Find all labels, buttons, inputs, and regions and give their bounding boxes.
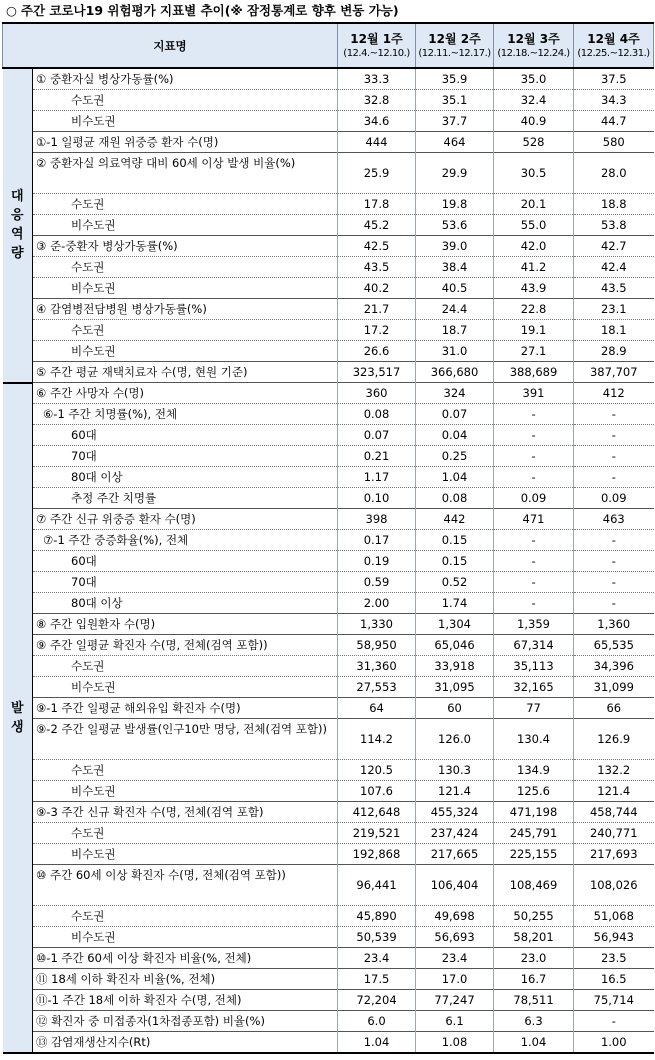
value-cell-week-4: 65,535 — [574, 635, 654, 656]
table-row — [3, 194, 654, 215]
value-cell-week-1: 43.5 — [338, 257, 416, 278]
value-cell-week-1: 58,950 — [338, 635, 416, 656]
indicator-label: 80대 이상 — [33, 593, 338, 614]
indicator-label: 비수도권 — [33, 927, 338, 948]
value-cell-week-1: 25.9 — [338, 153, 416, 194]
value-cell-week-3: 388,689 — [494, 362, 574, 383]
table-row — [3, 278, 654, 299]
value-cell-week-2: 0.15 — [416, 551, 494, 572]
value-cell-week-4: 28.0 — [574, 153, 654, 194]
table-row — [3, 362, 654, 383]
value-cell-week-2: 19.8 — [416, 194, 494, 215]
value-cell-week-1: 398 — [338, 509, 416, 530]
indicator-label: 수도권 — [33, 90, 338, 111]
value-cell-week-3: 471 — [494, 509, 574, 530]
table-row — [3, 990, 654, 1011]
value-cell-week-4: - — [574, 467, 654, 488]
value-cell-week-4: 42.7 — [574, 236, 654, 257]
value-cell-week-3: 35.0 — [494, 68, 574, 90]
value-cell-week-4: - — [574, 530, 654, 551]
value-cell-week-3: 0.09 — [494, 488, 574, 509]
indicator-label: 수도권 — [33, 656, 338, 677]
value-cell-week-2: 38.4 — [416, 257, 494, 278]
category-occurrence: 발 생 — [3, 383, 33, 1054]
value-cell-week-2: 126.0 — [416, 719, 494, 760]
value-cell-week-4: 34.3 — [574, 90, 654, 111]
value-cell-week-3: - — [494, 446, 574, 467]
value-cell-week-1: 219,521 — [338, 823, 416, 844]
value-cell-week-1: 42.5 — [338, 236, 416, 257]
table-header-row — [3, 23, 654, 68]
value-cell-week-4: - — [574, 572, 654, 593]
value-cell-week-4: - — [574, 404, 654, 425]
table-row — [3, 153, 654, 194]
value-cell-week-1: 0.08 — [338, 404, 416, 425]
value-cell-week-3: 16.7 — [494, 969, 574, 990]
table-row — [3, 236, 654, 257]
value-cell-week-3: 50,255 — [494, 906, 574, 927]
value-cell-week-4: 66 — [574, 698, 654, 719]
table-row — [3, 948, 654, 969]
value-cell-week-2: 0.04 — [416, 425, 494, 446]
value-cell-week-3: 6.3 — [494, 1011, 574, 1032]
value-cell-week-3: 245,791 — [494, 823, 574, 844]
header-week-1: 12월 1주 (12.4.~12.10.) — [338, 23, 416, 68]
value-cell-week-1: 33.3 — [338, 68, 416, 90]
value-cell-week-2: 31.0 — [416, 341, 494, 362]
page-title — [0, 0, 655, 22]
category-response: 대 응 역 량 — [3, 68, 33, 383]
table-row — [3, 781, 654, 802]
indicator-label: ①-1 일평균 재원 위중증 환자 수(명) — [33, 132, 338, 153]
value-cell-week-1: 107.6 — [338, 781, 416, 802]
indicator-table — [2, 22, 654, 1060]
value-cell-week-2: 6.1 — [416, 1011, 494, 1032]
value-cell-week-2: 0.07 — [416, 404, 494, 425]
value-cell-week-3: 19.1 — [494, 320, 574, 341]
indicator-label: 비수도권 — [33, 844, 338, 865]
value-cell-week-4: 42.4 — [574, 257, 654, 278]
value-cell-week-4: 43.5 — [574, 278, 654, 299]
value-cell-week-1: 40.2 — [338, 278, 416, 299]
header-week-4: 12월 4주 (12.25.~12.31.) — [574, 23, 654, 68]
value-cell-week-4: - — [574, 551, 654, 572]
value-cell-week-3: 67,314 — [494, 635, 574, 656]
indicator-label: 70대 — [33, 572, 338, 593]
value-cell-week-2: 464 — [416, 132, 494, 153]
value-cell-week-4: 126.9 — [574, 719, 654, 760]
table-row — [3, 760, 654, 781]
table-row — [3, 509, 654, 530]
value-cell-week-1: 1,330 — [338, 614, 416, 635]
title-text: 주간 코로나19 위험평가 지표별 추이 — [20, 3, 225, 18]
value-cell-week-3: - — [494, 404, 574, 425]
value-cell-week-4: 1.00 — [574, 1032, 654, 1054]
value-cell-week-2: 33,918 — [416, 656, 494, 677]
value-cell-week-1: 412,648 — [338, 802, 416, 823]
value-cell-week-1: 0.21 — [338, 446, 416, 467]
value-cell-week-1: 31,360 — [338, 656, 416, 677]
value-cell-week-3: - — [494, 425, 574, 446]
value-cell-week-2: 1.04 — [416, 467, 494, 488]
value-cell-week-1: 0.19 — [338, 551, 416, 572]
indicator-label: ① 중환자실 병상가동률(%) — [33, 68, 338, 90]
value-cell-week-1: 17.8 — [338, 194, 416, 215]
value-cell-week-4: 16.5 — [574, 969, 654, 990]
value-cell-week-3: 58,201 — [494, 927, 574, 948]
value-cell-week-4: 53.8 — [574, 215, 654, 236]
indicator-label: ⑧ 주간 입원환자 수(명) — [33, 614, 338, 635]
table-row — [3, 341, 654, 362]
table-row — [3, 299, 654, 320]
value-cell-week-4: 18.1 — [574, 320, 654, 341]
value-cell-week-1: 21.7 — [338, 299, 416, 320]
value-cell-week-2: 121.4 — [416, 781, 494, 802]
value-cell-week-2: 77,247 — [416, 990, 494, 1011]
value-cell-week-3: - — [494, 572, 574, 593]
value-cell-week-1: 1.17 — [338, 467, 416, 488]
value-cell-week-2: 366,680 — [416, 362, 494, 383]
table-row — [3, 614, 654, 635]
value-cell-week-1: 0.07 — [338, 425, 416, 446]
value-cell-week-1: 114.2 — [338, 719, 416, 760]
value-cell-week-1: 6.0 — [338, 1011, 416, 1032]
indicator-label: 추정 주간 치명률 — [33, 488, 338, 509]
value-cell-week-2: 1,304 — [416, 614, 494, 635]
table-row — [3, 969, 654, 990]
indicator-label: ④ 감염병전담병원 병상가동률(%) — [33, 299, 338, 320]
value-cell-week-4: - — [574, 425, 654, 446]
value-cell-week-1: 17.5 — [338, 969, 416, 990]
table-row — [3, 425, 654, 446]
value-cell-week-4: 463 — [574, 509, 654, 530]
indicator-label: ⑥-1 주간 치명률(%), 전체 — [33, 404, 338, 425]
value-cell-week-3: - — [494, 530, 574, 551]
table-row — [3, 467, 654, 488]
value-cell-week-4: 458,744 — [574, 802, 654, 823]
value-cell-week-4: - — [574, 446, 654, 467]
table-row — [3, 488, 654, 509]
title-note: (※ 잠정통계로 향후 변동 가능) — [224, 3, 399, 18]
table-row — [3, 530, 654, 551]
table-row — [3, 1032, 654, 1054]
value-cell-week-3: 30.5 — [494, 153, 574, 194]
value-cell-week-3: 108,469 — [494, 865, 574, 906]
table-bottom-border — [3, 1053, 654, 1060]
value-cell-week-3: 77 — [494, 698, 574, 719]
value-cell-week-2: 442 — [416, 509, 494, 530]
value-cell-week-3: 528 — [494, 132, 574, 153]
value-cell-week-3: 32.4 — [494, 90, 574, 111]
indicator-label: 수도권 — [33, 194, 338, 215]
value-cell-week-2: 1.74 — [416, 593, 494, 614]
table-row — [3, 802, 654, 823]
value-cell-week-1: 360 — [338, 383, 416, 404]
value-cell-week-4: 34,396 — [574, 656, 654, 677]
value-cell-week-3: 41.2 — [494, 257, 574, 278]
indicator-label: 수도권 — [33, 257, 338, 278]
value-cell-week-1: 34.6 — [338, 111, 416, 132]
table-row — [3, 719, 654, 760]
value-cell-week-4: 44.7 — [574, 111, 654, 132]
value-cell-week-1: 64 — [338, 698, 416, 719]
value-cell-week-3: 35,113 — [494, 656, 574, 677]
value-cell-week-1: 0.17 — [338, 530, 416, 551]
indicator-label: ③ 준-중환자 병상가동률(%) — [33, 236, 338, 257]
value-cell-week-4: 412 — [574, 383, 654, 404]
value-cell-week-2: 237,424 — [416, 823, 494, 844]
value-cell-week-4: 132.2 — [574, 760, 654, 781]
table-row — [3, 68, 654, 90]
value-cell-week-4: 56,943 — [574, 927, 654, 948]
value-cell-week-1: 32.8 — [338, 90, 416, 111]
value-cell-week-1: 2.00 — [338, 593, 416, 614]
value-cell-week-1: 45.2 — [338, 215, 416, 236]
table-row — [3, 635, 654, 656]
indicator-label: ⑨-2 주간 일평균 발생률(인구10만 명당, 전체(검역 포함)) — [33, 719, 338, 760]
value-cell-week-2: 39.0 — [416, 236, 494, 257]
value-cell-week-4: 23.5 — [574, 948, 654, 969]
value-cell-week-2: 35.1 — [416, 90, 494, 111]
value-cell-week-3: - — [494, 467, 574, 488]
table-row — [3, 383, 654, 404]
value-cell-week-4: 18.8 — [574, 194, 654, 215]
value-cell-week-4: 37.5 — [574, 68, 654, 90]
value-cell-week-2: 0.25 — [416, 446, 494, 467]
value-cell-week-4: 108,026 — [574, 865, 654, 906]
value-cell-week-3: 125.6 — [494, 781, 574, 802]
value-cell-week-1: 1.04 — [338, 1032, 416, 1054]
value-cell-week-3: 40.9 — [494, 111, 574, 132]
value-cell-week-4: 240,771 — [574, 823, 654, 844]
value-cell-week-3: 20.1 — [494, 194, 574, 215]
value-cell-week-4: 387,707 — [574, 362, 654, 383]
value-cell-week-2: 49,698 — [416, 906, 494, 927]
value-cell-week-2: 65,046 — [416, 635, 494, 656]
value-cell-week-4: 1,360 — [574, 614, 654, 635]
value-cell-week-4: 580 — [574, 132, 654, 153]
value-cell-week-3: 130.4 — [494, 719, 574, 760]
table-row — [3, 927, 654, 948]
value-cell-week-1: 50,539 — [338, 927, 416, 948]
indicator-label: 수도권 — [33, 760, 338, 781]
indicator-label: ⑤ 주간 평균 재택치료자 수(명, 현원 기준) — [33, 362, 338, 383]
value-cell-week-2: 56,693 — [416, 927, 494, 948]
indicator-label: ⑬ 감염재생산지수(Rt) — [33, 1032, 338, 1054]
indicator-label: ⑩ 주간 60세 이상 확진자 수(명, 전체(검역 포함)) — [33, 865, 338, 906]
table-row — [3, 111, 654, 132]
table-row — [3, 823, 654, 844]
indicator-label: ② 중환자실 의료역량 대비 60세 이상 발생 비율(%) — [33, 153, 338, 194]
indicator-label: 70대 — [33, 446, 338, 467]
table-row — [3, 404, 654, 425]
value-cell-week-3: - — [494, 551, 574, 572]
value-cell-week-2: 106,404 — [416, 865, 494, 906]
value-cell-week-4: 51,068 — [574, 906, 654, 927]
value-cell-week-1: 72,204 — [338, 990, 416, 1011]
value-cell-week-2: 31,095 — [416, 677, 494, 698]
value-cell-week-1: 192,868 — [338, 844, 416, 865]
table-row — [3, 865, 654, 906]
value-cell-week-4: 217,693 — [574, 844, 654, 865]
table-row — [3, 677, 654, 698]
value-cell-week-4: - — [574, 593, 654, 614]
value-cell-week-2: 324 — [416, 383, 494, 404]
table-row — [3, 656, 654, 677]
value-cell-week-4: 28.9 — [574, 341, 654, 362]
value-cell-week-2: 17.0 — [416, 969, 494, 990]
header-indicator-name: 지표명 — [3, 23, 338, 68]
indicator-label: 수도권 — [33, 320, 338, 341]
value-cell-week-1: 0.10 — [338, 488, 416, 509]
value-cell-week-4: - — [574, 1011, 654, 1032]
indicator-label: 비수도권 — [33, 341, 338, 362]
indicator-label: ⑪-1 주간 18세 이하 확진자 수(명, 전체) — [33, 990, 338, 1011]
indicator-label: 비수도권 — [33, 781, 338, 802]
indicator-label: ⑦ 주간 신규 위중증 환자 수(명) — [33, 509, 338, 530]
header-week-2: 12월 2주 (12.11.~12.17.) — [416, 23, 494, 68]
value-cell-week-2: 217,665 — [416, 844, 494, 865]
indicator-label: 비수도권 — [33, 215, 338, 236]
indicator-label: ⑥ 주간 사망자 수(명) — [33, 383, 338, 404]
indicator-label: 60대 — [33, 425, 338, 446]
value-cell-week-2: 53.6 — [416, 215, 494, 236]
value-cell-week-2: 130.3 — [416, 760, 494, 781]
value-cell-week-4: 0.09 — [574, 488, 654, 509]
table-row — [3, 551, 654, 572]
value-cell-week-4: 75,714 — [574, 990, 654, 1011]
table-row — [3, 572, 654, 593]
indicator-label: 비수도권 — [33, 111, 338, 132]
table-row — [3, 698, 654, 719]
table-row — [3, 593, 654, 614]
value-cell-week-3: 471,198 — [494, 802, 574, 823]
value-cell-week-1: 45,890 — [338, 906, 416, 927]
indicator-label: ⑨-1 주간 일평균 해외유입 확진자 수(명) — [33, 698, 338, 719]
value-cell-week-3: - — [494, 593, 574, 614]
table-row — [3, 90, 654, 111]
table-row — [3, 446, 654, 467]
value-cell-week-1: 23.4 — [338, 948, 416, 969]
value-cell-week-3: 1.04 — [494, 1032, 574, 1054]
table-row — [3, 320, 654, 341]
value-cell-week-1: 26.6 — [338, 341, 416, 362]
indicator-label: ⑪ 18세 이하 확진자 비율(%, 전체) — [33, 969, 338, 990]
value-cell-week-1: 17.2 — [338, 320, 416, 341]
bullet: ○ — [6, 3, 17, 18]
indicator-label: 60대 — [33, 551, 338, 572]
value-cell-week-1: 27,553 — [338, 677, 416, 698]
table-row — [3, 906, 654, 927]
indicator-label: ⑦-1 주간 중증화율(%), 전체 — [33, 530, 338, 551]
header-week-3: 12월 3주 (12.18.~12.24.) — [494, 23, 574, 68]
value-cell-week-2: 23.4 — [416, 948, 494, 969]
value-cell-week-1: 444 — [338, 132, 416, 153]
indicator-label: ⑩-1 주간 60세 이상 확진자 비율(%, 전체) — [33, 948, 338, 969]
value-cell-week-3: 43.9 — [494, 278, 574, 299]
value-cell-week-2: 1.08 — [416, 1032, 494, 1054]
value-cell-week-2: 37.7 — [416, 111, 494, 132]
table-body — [3, 68, 654, 1060]
value-cell-week-2: 18.7 — [416, 320, 494, 341]
value-cell-week-2: 29.9 — [416, 153, 494, 194]
value-cell-week-4: 23.1 — [574, 299, 654, 320]
indicator-label: ⑨ 주간 일평균 확진자 수(명, 전체(검역 포함)) — [33, 635, 338, 656]
value-cell-week-1: 120.5 — [338, 760, 416, 781]
value-cell-week-3: 42.0 — [494, 236, 574, 257]
indicator-label: 수도권 — [33, 906, 338, 927]
value-cell-week-2: 0.52 — [416, 572, 494, 593]
value-cell-week-2: 0.08 — [416, 488, 494, 509]
table-row — [3, 844, 654, 865]
table-row — [3, 1011, 654, 1032]
value-cell-week-3: 78,511 — [494, 990, 574, 1011]
indicator-label: 80대 이상 — [33, 467, 338, 488]
value-cell-week-4: 121.4 — [574, 781, 654, 802]
value-cell-week-1: 0.59 — [338, 572, 416, 593]
indicator-label: 비수도권 — [33, 677, 338, 698]
value-cell-week-3: 225,155 — [494, 844, 574, 865]
value-cell-week-4: 31,099 — [574, 677, 654, 698]
value-cell-week-3: 27.1 — [494, 341, 574, 362]
value-cell-week-3: 22.8 — [494, 299, 574, 320]
table-row — [3, 257, 654, 278]
value-cell-week-2: 40.5 — [416, 278, 494, 299]
value-cell-week-2: 60 — [416, 698, 494, 719]
value-cell-week-3: 134.9 — [494, 760, 574, 781]
value-cell-week-3: 391 — [494, 383, 574, 404]
indicator-label: 수도권 — [33, 823, 338, 844]
value-cell-week-2: 35.9 — [416, 68, 494, 90]
value-cell-week-1: 323,517 — [338, 362, 416, 383]
value-cell-week-3: 1,359 — [494, 614, 574, 635]
indicator-label: ⑫ 확진자 중 미접종자(1차접종포함) 비율(%) — [33, 1011, 338, 1032]
indicator-label: ⑨-3 주간 신규 확진자 수(명, 전체(검역 포함) — [33, 802, 338, 823]
value-cell-week-3: 32,165 — [494, 677, 574, 698]
value-cell-week-2: 24.4 — [416, 299, 494, 320]
value-cell-week-2: 0.15 — [416, 530, 494, 551]
table-row — [3, 132, 654, 153]
table-row — [3, 215, 654, 236]
value-cell-week-3: 23.0 — [494, 948, 574, 969]
value-cell-week-2: 455,324 — [416, 802, 494, 823]
value-cell-week-1: 96,441 — [338, 865, 416, 906]
value-cell-week-3: 55.0 — [494, 215, 574, 236]
indicator-label: 비수도권 — [33, 278, 338, 299]
